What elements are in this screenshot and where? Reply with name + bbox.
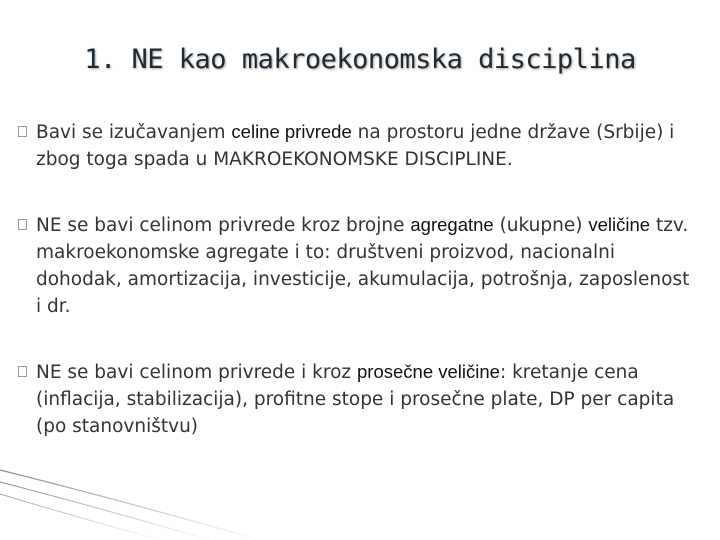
bullet-list [18, 118, 698, 478]
bullet-1-text-b: na prostoru jedne države (Srbije) i zbog toga spada u MAKROEKONOMSKE DISCIPLINE. [36, 122, 675, 170]
bullet-2-text-a: NE se bavi celinom privrede kroz brojne [36, 215, 411, 236]
bullet-3-text-b: : kretanje cena (inflacija, stabilizacija), profitne stope i prosečne plate, DP per capita (po stanovništvu) [36, 362, 675, 437]
bullet-item-2 [18, 211, 698, 320]
bullet-2-text-b: (ukupne) [493, 215, 589, 236]
bullet-2-bold-velicine: veličine [588, 214, 651, 235]
bullet-3-bold-prosecne-velicine: prosečne veličine [357, 361, 500, 382]
bullet-marker-icon [18, 219, 27, 230]
bullet-1-bold-celine-privrede: celine privrede [231, 121, 352, 142]
slide-title: 1. NE kao makroekonomska disciplina [84, 44, 636, 75]
bullet-2-text-c: tzv. makroekonomske agregate i to: društveni proizvod, nacionalni dohodak, amortizacija, investicije, akumulacija, potrošnja, zaposlenost i dr. [36, 215, 690, 317]
bullet-item-1 [18, 118, 698, 173]
bullet-1-text-a: Bavi se izučavanjem [36, 122, 232, 143]
bullet-marker-icon [18, 366, 27, 377]
bullet-marker-icon [18, 126, 27, 137]
bullet-item-3 [18, 358, 698, 440]
bullet-2-bold-agregatne: agregatne [410, 214, 494, 235]
bullet-3-text-a: NE se bavi celinom privrede i kroz [36, 362, 358, 383]
